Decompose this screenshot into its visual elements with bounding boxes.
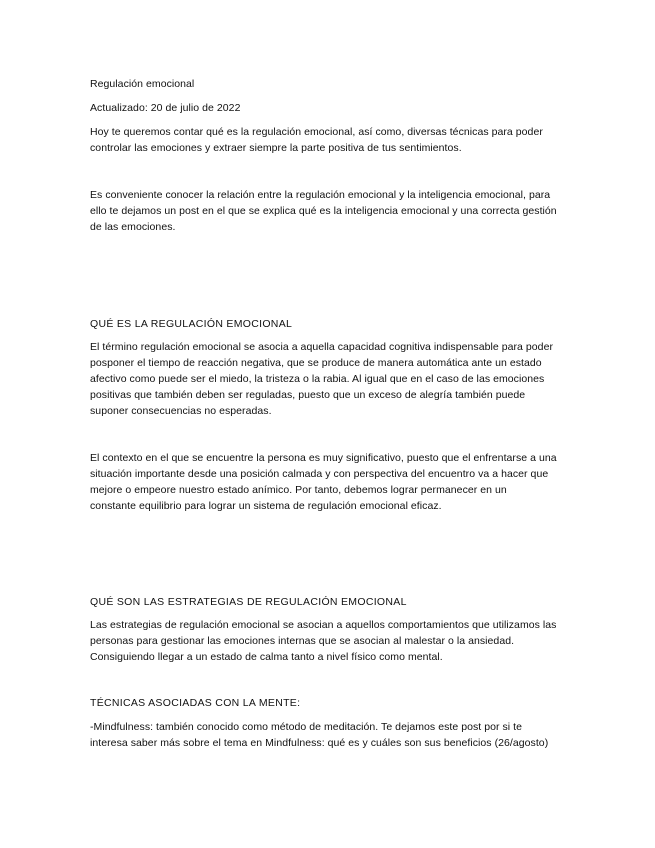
section2-p1-line-2: personas para gestionar las emociones internas que se asocian al malestar o la ansiedad. bbox=[90, 635, 515, 647]
section2-p1-line-3: Consiguiendo llegar a un estado de calma tanto a nivel físico como mental. bbox=[90, 651, 443, 663]
document-title: Regulación emocional bbox=[90, 78, 195, 90]
section2-p1-line-1: Las estrategias de regulación emocional se asocian a aquellos comportamientos que utilizamos las bbox=[90, 619, 557, 631]
section1-p2-line-3: mejore o empeore nuestro estado anímico. Por tanto, debemos lograr permanecer en un bbox=[90, 484, 507, 496]
section1-p1-line-5: suponer consecuencias no esperadas. bbox=[90, 405, 272, 417]
updated-date: Actualizado: 20 de julio de 2022 bbox=[90, 102, 241, 114]
link-paragraph-line-2: ello te dejamos un post en el que se explica qué es la inteligencia emocional y una correcta gestión bbox=[90, 205, 557, 217]
section1-p2-line-2: situación importante desde una posición calmada y con perspectiva del encuentro va a hacer que bbox=[90, 468, 549, 480]
intro-line-2: controlar las emociones y extraer siempre la parte positiva de tus sentimientos. bbox=[90, 142, 462, 154]
section1-p2-line-4: constante equilibrio para lograr un sistema de regulación emocional eficaz. bbox=[90, 500, 442, 512]
section3-p1-line-2: interesa saber más sobre el tema en Mindfulness: qué es y cuáles son sus beneficios (26/agosto) bbox=[90, 737, 549, 749]
section1-p2-line-1: El contexto en el que se encuentre la persona es muy significativo, puesto que el enfrentarse a una bbox=[90, 452, 557, 464]
link-paragraph-line-1: Es conveniente conocer la relación entre la regulación emocional y la inteligencia emocional, para bbox=[90, 189, 551, 201]
intro-line-1: Hoy te queremos contar qué es la regulación emocional, así como, diversas técnicas para poder bbox=[90, 126, 543, 138]
section-heading-que-es: QUÉ ES LA REGULACIÓN EMOCIONAL bbox=[90, 318, 293, 330]
section-heading-estrategias: QUÉ SON LAS ESTRATEGIAS DE REGULACIÓN EMOCIONAL bbox=[90, 596, 407, 608]
section3-p1-line-1: -Mindfulness: también conocido como método de meditación. Te dejamos este post por si te bbox=[90, 721, 523, 733]
section1-p1-line-1: El término regulación emocional se asocia a aquella capacidad cognitiva indispensable para poder bbox=[90, 341, 554, 353]
section1-p1-line-4: positivas que también deben ser reguladas, puesto que un exceso de alegría también puede bbox=[90, 389, 526, 401]
section-heading-tecnicas: TÉCNICAS ASOCIADAS CON LA MENTE: bbox=[90, 697, 301, 709]
section1-p1-line-2: posponer el tiempo de reacción negativa, que se produce de manera automática ante un estado bbox=[90, 357, 542, 369]
section1-p1-line-3: afectivo como puede ser el miedo, la tristeza o la rabia. Al igual que en el caso de las emociones bbox=[90, 373, 545, 385]
link-paragraph-line-3: de las emociones. bbox=[90, 221, 176, 233]
